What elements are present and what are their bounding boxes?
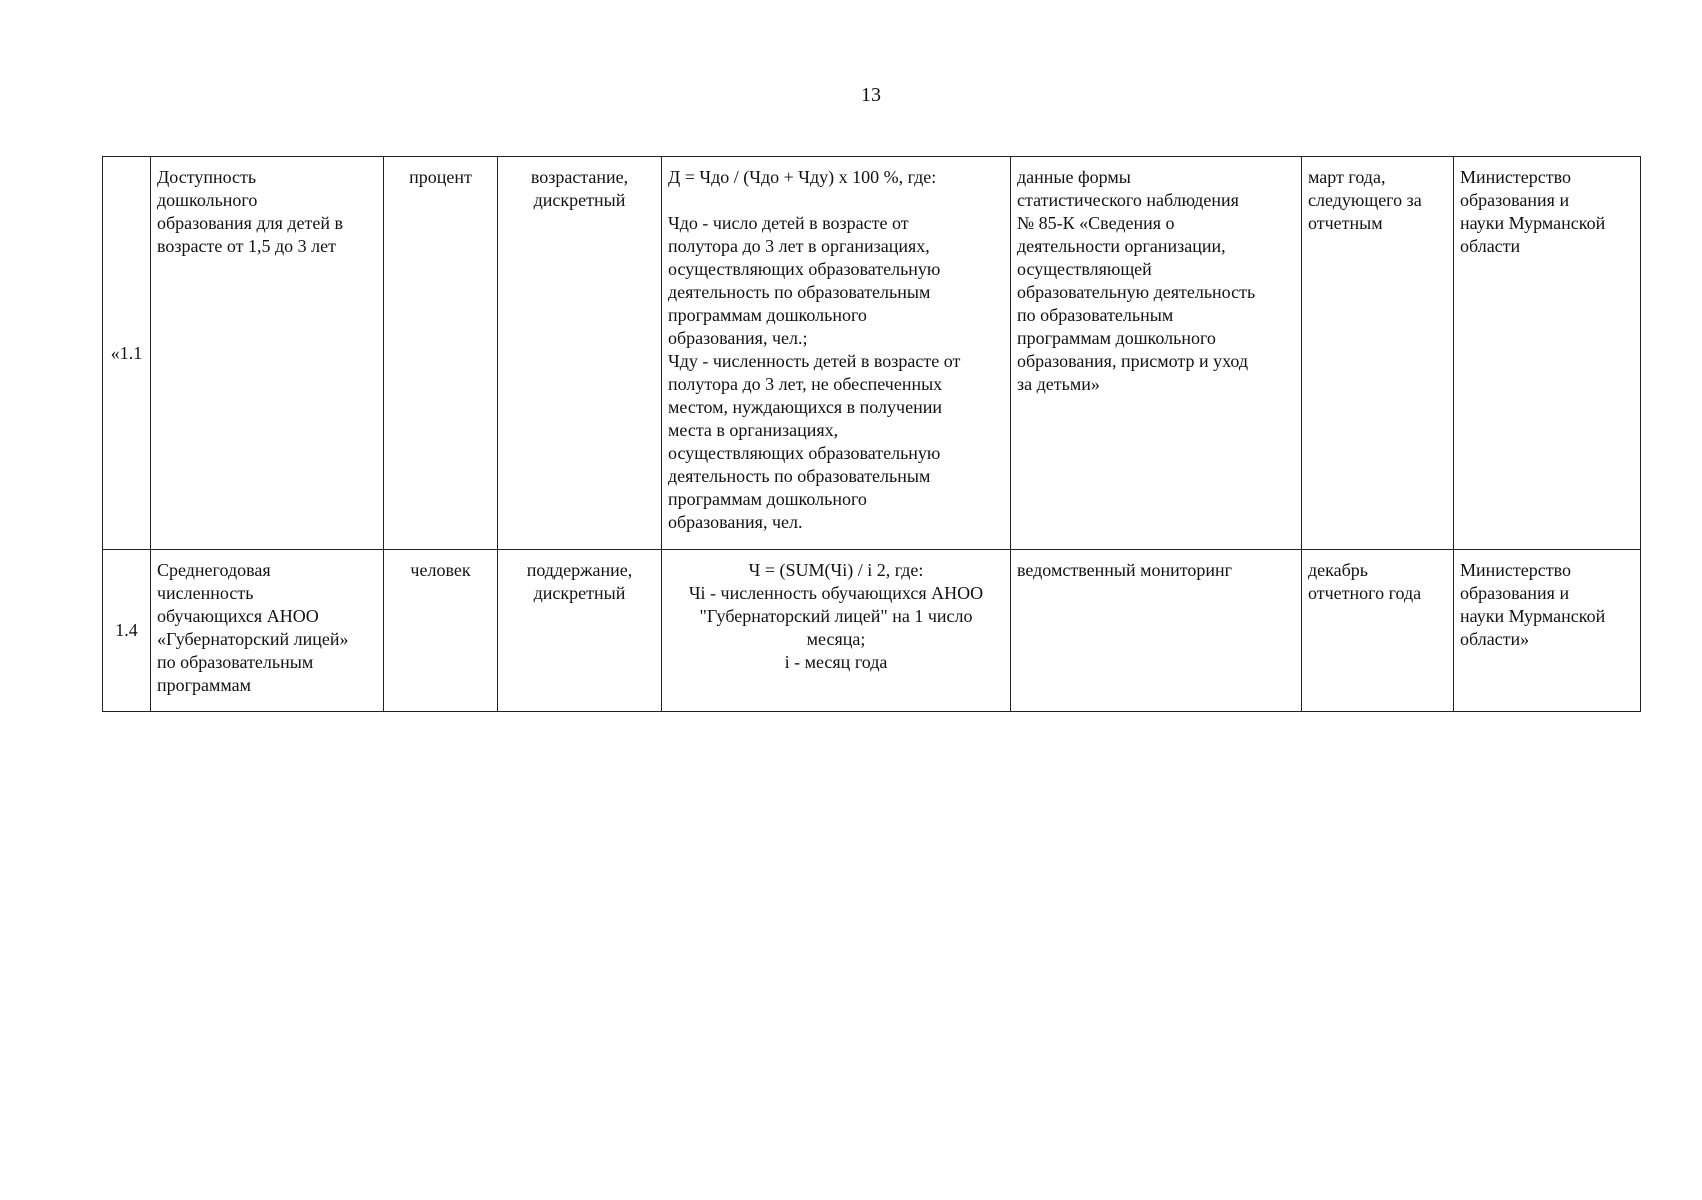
indicators-table — [102, 156, 1641, 712]
formula-body: Чдо - число детей в возрасте от полутора до 3 лет в организациях, осуществляющих образовательную деятельность по образовательным программам дошкольного образования, чел.; Чду - численность детей в возрасте от полутора до 3 лет, не обеспеченных местом, нуждающихся в получении места в организациях, осуществляющих образовательную деятельность по образовательным программам дошкольного образования, чел. — [668, 213, 961, 532]
row-number-cell — [103, 550, 151, 712]
unit: процент — [409, 167, 472, 187]
unit-cell — [384, 550, 498, 712]
row-number: «1.1 — [110, 342, 143, 363]
responsible-cell — [1454, 157, 1641, 550]
unit: человек — [410, 560, 471, 580]
deadline-cell — [1302, 550, 1454, 712]
responsible: Министерство образования и науки Мурманской области — [1460, 167, 1606, 256]
indicator-name: Доступность дошкольного образования для детей в возрасте от 1,5 до 3 лет — [157, 167, 344, 256]
formula-cell — [662, 157, 1011, 550]
indicator-name: Среднегодовая численность обучающихся АНОО «Губернаторский лицей» по образовательным программам — [157, 560, 349, 695]
table-row — [103, 550, 1641, 712]
responsible: Министерство образования и науки Мурманской области» — [1460, 560, 1606, 649]
formula-cell — [662, 550, 1011, 712]
source-cell — [1011, 157, 1302, 550]
data-source: ведомственный мониторинг — [1017, 560, 1233, 580]
deadline: март года, следующего за отчетным — [1308, 167, 1422, 233]
deadline-cell — [1302, 157, 1454, 550]
deadline: декабрь отчетного года — [1308, 560, 1422, 603]
source-cell — [1011, 550, 1302, 712]
row-number-cell — [103, 157, 151, 550]
indicator-name-cell — [151, 550, 384, 712]
formula: Ч = (SUM(Чi) / i 2, где: Чi - численность обучающихся АНОО "Губернаторский лицей" на 1 число месяца; i - месяц года — [688, 560, 984, 672]
direction-cell — [498, 157, 662, 550]
direction: поддержание, дискретный — [526, 560, 633, 603]
unit-cell — [384, 157, 498, 550]
page-number: 13 — [861, 84, 881, 106]
data-source: данные формы статистического наблюдения № 85-К «Сведения о деятельности организации, осуществляющей образовательную деятельность по образовательным программам дошкольного образования, присмотр и уход за детьми» — [1017, 167, 1256, 394]
formula-gap — [668, 189, 1004, 212]
indicator-name-cell — [151, 157, 384, 550]
formula-head: Д = Чдо / (Чдо + Чду) x 100 %, где: — [668, 167, 937, 187]
responsible-cell — [1454, 550, 1641, 712]
row-number: 1.4 — [115, 620, 138, 640]
direction: возрастание, дискретный — [530, 167, 629, 210]
direction-cell — [498, 550, 662, 712]
table-row — [103, 157, 1641, 550]
